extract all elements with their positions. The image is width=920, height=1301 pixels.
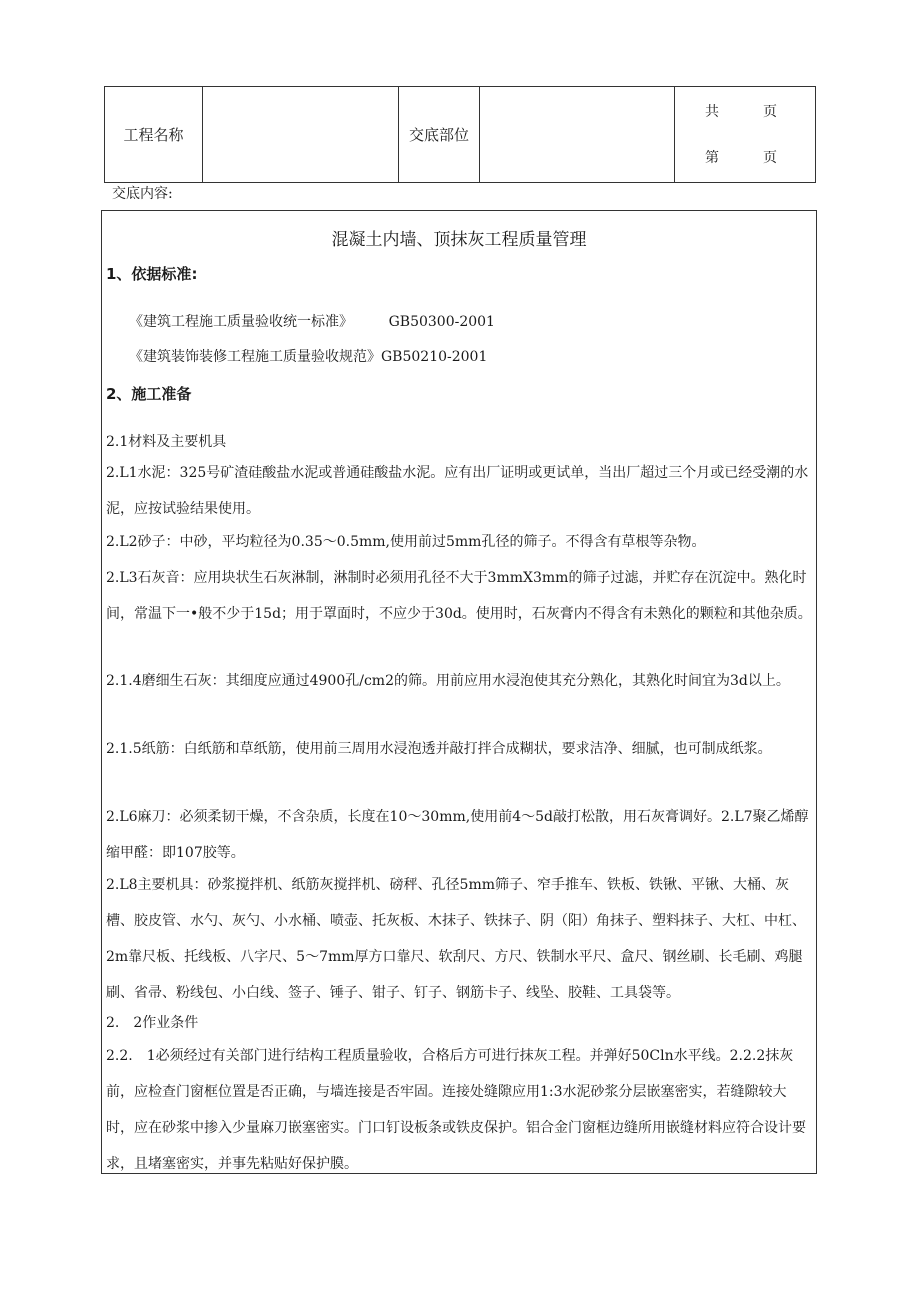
total-pages-left: 共 xyxy=(705,104,719,120)
page-number-right: 页 xyxy=(763,150,777,166)
paragraph-lime-paste: 2.L3石灰音：应用块状生石灰淋制，淋制时必须用孔径不大于3mmX3mm的筛子过滤，并贮存在沉淀中。熟化时间，常温下一•般不少于15d；用于罩面时，不应少于30d。使用时，石灰膏内不得含有未熟化的颗粒和其他杂质。 xyxy=(106,570,812,622)
standard-1: 《建筑工程施工质量验收统一标准》 GB50300-2001 xyxy=(129,314,495,330)
standard-2: 《建筑装饰装修工程施工质量验收规范》GB50210-2001 xyxy=(129,349,488,365)
paragraph-tools: 2.L8主要机具：砂浆搅拌机、纸筋灰搅拌机、磅秤、孔径5mm筛子、窄手推车、铁板、铁锹、平锹、大桶、灰槽、胶皮管、水勺、灰勺、小水桶、喷壶、托灰板、木抹子、铁抹子、阴（阳）角抹子、塑料抹子、大杠、中杠、2m靠尺板、托线板、八字尺、5～7mm厚方口靠尺、软刮尺、方尺、铁制水平尺、盒尺、钢丝刷、长毛刷、鸡腿刷、省帚、粉线包、小白线、签子、锤子、钳子、钉子、钢筋卡子、线坠、胶鞋、工具袋等。 xyxy=(106,877,806,1001)
total-pages-right: 页 xyxy=(763,104,777,120)
paragraph-sand: 2.L2砂子：中砂，平均粒径为0.35～0.5mm,使用前过5mm孔径的筛子。不得含有草根等杂物。 xyxy=(106,534,706,550)
location-value xyxy=(480,87,675,183)
section-1-heading: 1、依据标准: xyxy=(106,265,198,283)
intro-label: 交底内容: xyxy=(112,186,173,202)
location-label: 交底部位 xyxy=(399,87,480,183)
page-count-cell xyxy=(675,87,816,183)
paragraph-hemp: 2.L6麻刀：必须柔韧干燥，不含杂质，长度在10～30mm,使用前4～5d敲打松散，用石灰膏调好。2.L7聚乙烯醇缩甲醛：即107胶等。 xyxy=(106,809,809,861)
project-name-label: 工程名称 xyxy=(105,87,203,183)
paragraph-ground-lime: 2.1.4磨细生石灰：其细度应通过4900孔/cm2的筛。用前应用水浸泡使其充分熟化，其熟化时间宜为3d以上。 xyxy=(106,673,790,689)
document-title: 混凝土内墙、顶抹灰工程质量管理 xyxy=(331,230,587,250)
page-number-left: 第 xyxy=(705,150,719,166)
content-box xyxy=(101,210,817,1174)
paragraph-paper-fiber: 2.1.5纸筋：白纸筋和草纸筋，使用前三周用水浸泡透并敲打拌合成糊状，要求洁净、细腻，也可制成纸浆。 xyxy=(106,741,772,757)
project-name-value xyxy=(203,87,399,183)
header-table xyxy=(104,86,816,183)
paragraph-2-1: 2.1材料及主要机具 xyxy=(106,434,227,450)
paragraph-2-2: 2. 2作业条件 xyxy=(106,1015,199,1031)
section-2-heading: 2、施工准备 xyxy=(106,385,192,403)
paragraph-cement: 2.L1水泥：325号矿渣硅酸盐水泥或普通硅酸盐水泥。应有出厂证明或更试单，当出厂超过三个月或已经受潮的水泥，应按试验结果使用。 xyxy=(106,465,809,517)
paragraph-conditions: 2.2. 1必须经过有关部门进行结构工程质量验收，合格后方可进行抹灰工程。并弹好50Cln水平线。2.2.2抹灰前，应检查门窗框位置是否正确，与墙连接是否牢固。连接处缝隙应用1:3水泥砂浆分层嵌塞密实，若缝隙较大时，应在砂浆中掺入少量麻刀嵌塞密实。门口钉设板条或铁皮保护。铝合金门窗框边缝所用嵌缝材料应符合设计要求，且堵塞密实，并事先粘贴好保护膜。 xyxy=(106,1048,806,1172)
